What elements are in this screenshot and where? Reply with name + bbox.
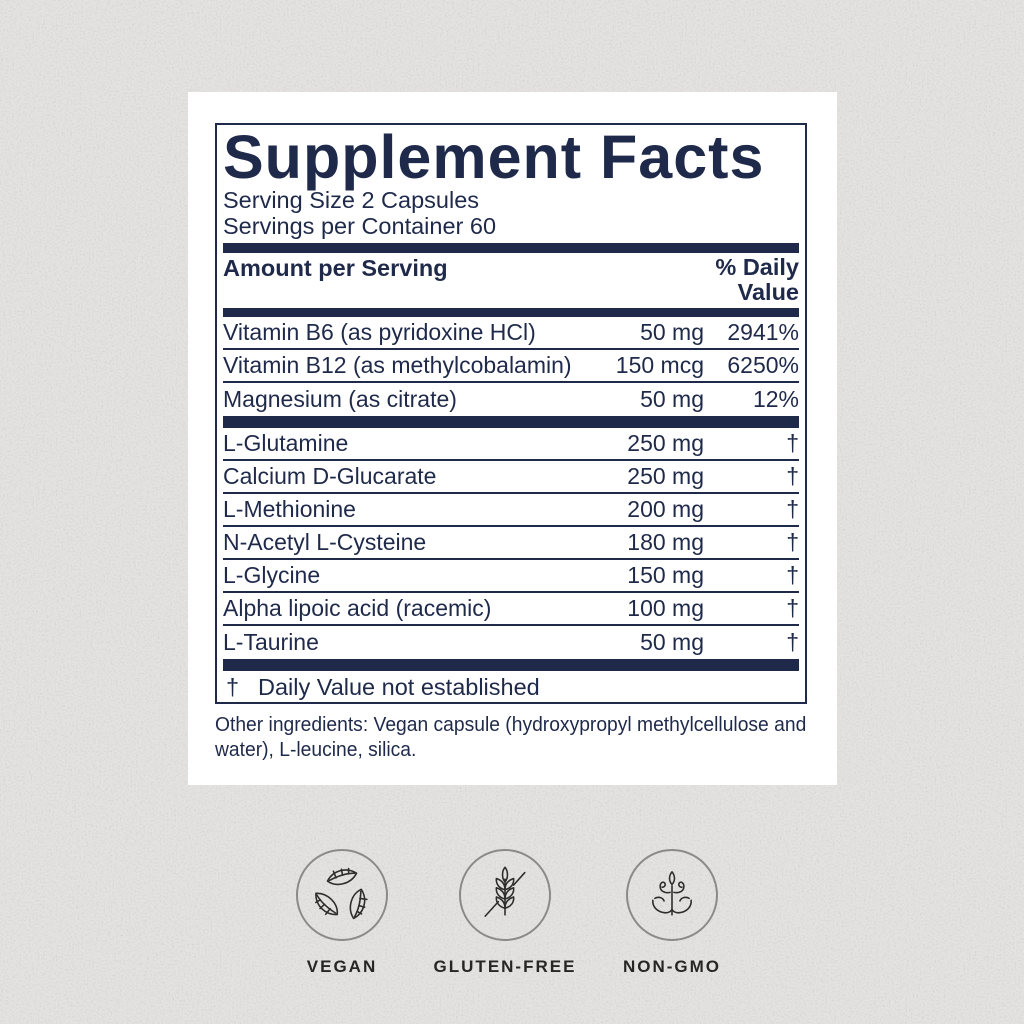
- dagger-symbol: †: [226, 674, 240, 700]
- badge-non-gmo: [590, 849, 754, 977]
- badge-gluten-free: [423, 849, 587, 977]
- nutrient-daily-value: †: [786, 562, 799, 588]
- nutrient-amount: 50 mg: [640, 386, 704, 412]
- nutrient-name: L-Taurine: [223, 629, 319, 655]
- table-row: [223, 461, 799, 494]
- serving-size: Serving Size 2 Capsules: [223, 187, 480, 213]
- nutrient-amount: 50 mg: [640, 629, 704, 655]
- nutrient-name: N-Acetyl L-Cysteine: [223, 529, 427, 555]
- nutrient-daily-value: †: [786, 430, 799, 456]
- nutrient-daily-value: †: [786, 529, 799, 555]
- nutrient-amount: 100 mg: [627, 595, 704, 621]
- divider-thick: [223, 308, 799, 317]
- footnote-text: Daily Value not established: [258, 674, 540, 700]
- supplement-facts-title: Supplement Facts: [223, 123, 765, 191]
- table-row: [223, 494, 799, 527]
- table-row: [223, 383, 799, 416]
- nutrient-name: L-Glutamine: [223, 430, 349, 456]
- nutrient-daily-value: †: [786, 496, 799, 522]
- nutrient-amount: 250 mg: [627, 430, 704, 456]
- gluten-free-wheat-icon: [459, 849, 551, 941]
- nutrient-name: Vitamin B6 (as pyridoxine HCl): [223, 319, 536, 345]
- vegan-leaves-icon: [296, 849, 388, 941]
- nutrient-daily-value: †: [786, 595, 799, 621]
- other-ingredients-line1: Other ingredients: Vegan capsule (hydroxypropyl methylcellulose and: [215, 713, 807, 736]
- divider-thick: [223, 659, 799, 671]
- divider-thick: [223, 416, 799, 428]
- nutrient-daily-value: 6250%: [727, 352, 799, 378]
- nutrient-name: Vitamin B12 (as methylcobalamin): [223, 352, 572, 378]
- nutrient-daily-value: 2941%: [727, 319, 799, 345]
- table-header-row: [223, 255, 799, 305]
- nutrient-daily-value: †: [786, 463, 799, 489]
- amount-per-serving-header: Amount per Serving: [223, 255, 448, 281]
- table-row: [223, 317, 799, 350]
- other-ingredients: [215, 712, 806, 762]
- nutrient-daily-value: †: [786, 629, 799, 655]
- daily-value-header-line1: % Daily: [715, 254, 799, 280]
- label-panel: [188, 92, 837, 785]
- nutrient-amount: 180 mg: [627, 529, 704, 555]
- non-gmo-hands-sprout-icon: [626, 849, 718, 941]
- divider-thick: [223, 243, 799, 253]
- badge-label: GLUTEN-FREE: [433, 957, 577, 976]
- nutrient-name: Calcium D-Glucarate: [223, 463, 437, 489]
- table-row: [223, 626, 799, 659]
- nutrient-amount: 250 mg: [627, 463, 704, 489]
- table-row: [223, 350, 799, 383]
- daily-value-header-line2: Value: [737, 279, 799, 305]
- nutrient-amount: 50 mg: [640, 319, 704, 345]
- other-ingredients-line2: water), L-leucine, silica.: [215, 738, 417, 761]
- nutrient-name: Alpha lipoic acid (racemic): [223, 595, 492, 621]
- table-row: [223, 593, 799, 626]
- nutrient-amount: 150 mg: [627, 562, 704, 588]
- daily-value-header: [715, 255, 799, 305]
- nutrient-name: L-Glycine: [223, 562, 321, 588]
- supplement-facts-box: [215, 123, 807, 704]
- table-row: [223, 527, 799, 560]
- badge-label: NON-GMO: [622, 957, 722, 976]
- nutrient-name: L-Methionine: [223, 496, 356, 522]
- table-row: [223, 428, 799, 461]
- nutrient-amount: 150 mcg: [615, 352, 704, 378]
- table-row: [223, 560, 799, 593]
- nutrient-daily-value: 12%: [752, 386, 799, 412]
- nutrient-name: Magnesium (as citrate): [223, 386, 457, 412]
- nutrient-amount: 200 mg: [627, 496, 704, 522]
- badge-label: VEGAN: [306, 957, 378, 976]
- badge-vegan: [260, 849, 424, 977]
- footnote: [223, 671, 799, 700]
- servings-per-container: Servings per Container 60: [223, 213, 497, 239]
